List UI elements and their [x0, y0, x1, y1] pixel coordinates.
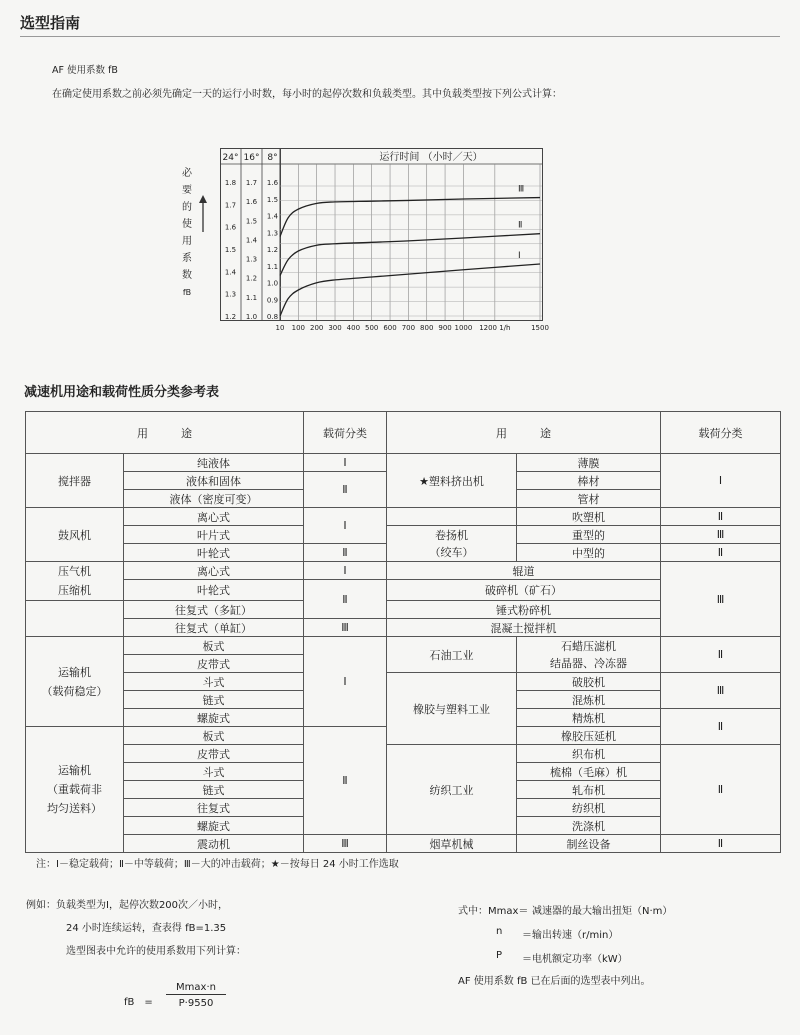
y-tick-label: 1.8	[224, 179, 237, 187]
table-cell: 皮带式	[124, 655, 304, 673]
table-cell-line: 运输机	[58, 764, 91, 777]
table-cell: Ⅲ	[304, 619, 387, 637]
ylabel-char: 使	[182, 219, 192, 230]
table-cell-line: 压气机	[58, 565, 91, 578]
table-cell: Ⅱ	[661, 835, 781, 853]
table-cell	[26, 727, 124, 853]
table-cell: Ⅱ	[661, 544, 781, 562]
def-note: AF 使用系数 fB 已在后面的选型表中列出。	[458, 976, 651, 987]
x-tick-label: 1200 1/h	[479, 324, 511, 332]
def-key: P	[496, 950, 503, 961]
table-cell: Ⅰ	[304, 454, 387, 472]
table-cell: Ⅱ	[661, 745, 781, 835]
table-cell: 链式	[124, 691, 304, 709]
table-cell: 橡胶与塑料工业	[387, 673, 517, 745]
table-cell: 叶轮式	[124, 544, 304, 562]
table-cell: Ⅱ	[304, 580, 387, 619]
formula-lhs: fB =	[124, 997, 153, 1008]
table-cell: 烟草机械	[387, 835, 517, 853]
table-cell: ★塑料挤出机	[387, 454, 517, 508]
table-cell: （绞车）	[387, 544, 517, 562]
x-tick-label: 1500	[531, 324, 549, 332]
y-tick-label: 1.3	[266, 229, 279, 238]
table-cell: 纺织工业	[387, 745, 517, 835]
x-tick-label: 700	[401, 324, 416, 332]
table-cell-line: 压缩机	[58, 584, 91, 597]
table-cell: 离心式	[124, 562, 304, 580]
y-tick-label: 1.1	[266, 262, 279, 271]
table-cell: Ⅱ	[661, 709, 781, 745]
table-cell: 纯液体	[124, 454, 304, 472]
table-cell: 皮带式	[124, 745, 304, 763]
y-tick-label: 1.7	[245, 179, 258, 187]
table-note: 注：Ⅰ－稳定载荷；Ⅱ－中等载荷；Ⅲ－大的冲击载荷；★－按每日 24 小时工作选取	[36, 859, 399, 870]
table-cell: Ⅲ	[661, 673, 781, 709]
plot-frame	[281, 149, 543, 321]
table-cell: 链式	[124, 781, 304, 799]
series-label: Ⅲ	[518, 184, 525, 195]
table-cell-line: 石蜡压滤机	[561, 639, 616, 653]
y-tick-label: 1.5	[266, 195, 279, 204]
series-label: Ⅰ	[518, 251, 521, 261]
table-cell: 梳棉（毛麻）机	[517, 763, 661, 781]
table-cell: 破胶机	[517, 673, 661, 691]
ylabel-char: 用	[182, 236, 192, 247]
col-header-use: 用 途	[387, 412, 661, 454]
table-cell: 板式	[124, 637, 304, 655]
table-cell	[26, 601, 124, 637]
table-cell	[26, 562, 124, 601]
table-cell: 吹塑机	[517, 508, 661, 526]
y-tick-label: 1.4	[245, 236, 258, 245]
table-cell: 液体和固体	[124, 472, 304, 490]
series-line	[280, 234, 540, 276]
y-tick-label: 1.1	[245, 293, 258, 302]
section-title: 减速机用途和载荷性质分类参考表	[24, 385, 220, 400]
table-cell: 斗式	[124, 763, 304, 781]
table-row	[26, 454, 781, 472]
table-cell: Ⅱ	[304, 472, 387, 508]
table-cell: 重型的	[517, 526, 661, 544]
table-row	[26, 835, 781, 853]
x-tick-label: 10	[275, 324, 285, 332]
table-cell: 洗涤机	[517, 817, 661, 835]
table-cell: Ⅰ	[304, 637, 387, 727]
ylabel-char: 数	[182, 270, 192, 281]
table-cell: 液体（密度可变）	[124, 490, 304, 508]
table-cell: 往复式（多缸）	[124, 601, 304, 619]
table-cell: 中型的	[517, 544, 661, 562]
ylabel-char: 的	[182, 202, 192, 213]
table-cell: 搅拌器	[26, 454, 124, 508]
intro-text: 在确定使用系数之前必须先确定一天的运行小时数，每小时的起停次数和负载类型。其中负载类型按下列公式计算：	[52, 89, 562, 100]
table-cell	[387, 508, 517, 526]
table-row	[26, 637, 781, 655]
x-tick-label: 500	[365, 324, 379, 332]
x-tick-label: 100	[291, 324, 306, 332]
y-tick-label: 1.4	[266, 212, 279, 221]
hours-header: 8°	[267, 153, 278, 163]
hours-header: 16°	[243, 153, 260, 163]
formula-denominator: P·9550	[178, 998, 214, 1009]
table-cell: 织布机	[517, 745, 661, 763]
y-tick-label: 1.2	[245, 274, 258, 283]
y-tick-label: 1.7	[224, 201, 237, 210]
table-cell: Ⅱ	[304, 727, 387, 835]
table-cell: 破碎机（矿石）	[387, 580, 661, 601]
table-cell: 往复式（单缸）	[124, 619, 304, 637]
table-cell: 棒材	[517, 472, 661, 490]
table-cell: 叶片式	[124, 526, 304, 544]
y-tick-label: 1.5	[245, 217, 258, 226]
table-cell: 卷扬机	[387, 526, 517, 544]
y-tick-label: 1.5	[224, 246, 237, 254]
table-row	[26, 544, 781, 562]
arrow-up-icon	[196, 194, 210, 234]
table-cell	[517, 637, 661, 673]
table-cell: 鼓风机	[26, 508, 124, 562]
table-cell: Ⅰ	[661, 454, 781, 508]
y-tick-label: 1.6	[266, 179, 279, 187]
table-cell: 震动机	[124, 835, 304, 853]
y-tick-label: 1.0	[245, 313, 258, 321]
table-cell: 橡胶压延机	[517, 727, 661, 745]
table-cell: 精炼机	[517, 709, 661, 727]
x-tick-label: 900	[438, 324, 452, 332]
col-header-load: 载荷分类	[661, 412, 781, 454]
table-cell: 板式	[124, 727, 304, 745]
ylabel-char: 必	[182, 168, 192, 179]
table-row	[26, 745, 781, 763]
table-cell: 叶轮式	[124, 580, 304, 601]
application-load-table	[25, 411, 781, 853]
y-tick-label: 0.9	[266, 296, 279, 305]
y-tick-label: 1.3	[224, 290, 237, 299]
example-line: 选型图表中允许的使用系数用下列计算：	[66, 946, 246, 957]
x-tick-label: 1000	[454, 324, 473, 332]
ylabel-char: fB	[182, 288, 192, 297]
def-key: 式中：Mmax＝	[458, 906, 529, 917]
chart-title: 运行时间 （小时／天）	[379, 152, 483, 163]
table-cell: 锤式粉碎机	[387, 601, 661, 619]
y-tick-label: 1.0	[266, 279, 279, 288]
series-label: Ⅱ	[518, 220, 523, 231]
table-cell: 石油工业	[387, 637, 517, 673]
table-cell	[26, 637, 124, 727]
y-tick-label: 1.6	[224, 223, 237, 232]
def-value: ＝输出转速（r/min）	[522, 930, 619, 941]
table-cell: Ⅰ	[304, 562, 387, 580]
hours-header: 24°	[222, 153, 239, 163]
table-cell: 螺旋式	[124, 709, 304, 727]
y-tick-label: 0.8	[266, 313, 279, 321]
x-tick-label: 600	[383, 324, 397, 332]
series-line	[280, 264, 540, 316]
x-tick-label: 400	[346, 324, 361, 332]
table-header-row	[26, 412, 781, 454]
af-heading: AF 使用系数 fB	[52, 65, 118, 76]
x-tick-label: 300	[328, 324, 342, 332]
table-cell: 轧布机	[517, 781, 661, 799]
table-cell: Ⅲ	[661, 526, 781, 544]
def-key: n	[496, 926, 503, 937]
table-cell: Ⅲ	[661, 562, 781, 637]
table-cell: 纺织机	[517, 799, 661, 817]
table-cell-line: （重载荷非	[47, 783, 102, 796]
table-row	[26, 562, 781, 580]
title-divider	[20, 36, 780, 37]
series-line	[280, 198, 540, 237]
table-row	[26, 673, 781, 691]
table-cell: 薄膜	[517, 454, 661, 472]
table-cell: 制丝设备	[517, 835, 661, 853]
def-value: 减速器的最大输出扭矩（N·m）	[532, 906, 673, 917]
formula-numerator: Mmax·n	[166, 982, 226, 995]
table-cell-line: 均匀送料）	[47, 802, 102, 815]
page-title: 选型指南	[20, 14, 81, 32]
ylabel-char: 系	[182, 253, 192, 264]
table-row	[26, 526, 781, 544]
y-tick-label: 1.4	[224, 268, 237, 277]
ylabel-char: 要	[182, 185, 192, 196]
table-cell: 混凝土搅拌机	[387, 619, 661, 637]
y-tick-label: 1.3	[245, 255, 258, 264]
table-cell: Ⅱ	[661, 637, 781, 673]
table-cell: 管材	[517, 490, 661, 508]
table-cell-line: （载荷稳定）	[41, 684, 108, 698]
table-cell: Ⅱ	[661, 508, 781, 526]
x-tick-label: 200	[309, 324, 324, 332]
table-cell-line: 运输机	[58, 665, 91, 679]
table-cell: 离心式	[124, 508, 304, 526]
table-cell: Ⅱ	[304, 544, 387, 562]
def-value: ＝电机额定功率（kW）	[522, 954, 628, 965]
col-header-use: 用 途	[26, 412, 304, 454]
y-tick-label: 1.2	[266, 246, 279, 254]
table-row	[26, 508, 781, 526]
table-cell: 往复式	[124, 799, 304, 817]
chart-ylabel	[180, 165, 194, 301]
y-tick-label: 1.6	[245, 198, 258, 207]
example-line: 例如：负载类型为Ⅰ，起停次数200次／小时，	[26, 900, 229, 911]
table-cell: 辊道	[387, 562, 661, 580]
table-cell: Ⅲ	[304, 835, 387, 853]
table-cell: Ⅰ	[304, 508, 387, 544]
y-tick-label: 1.2	[224, 313, 237, 321]
example-line: 24 小时连续运转，查表得 fB=1.35	[66, 923, 227, 934]
col-header-load: 载荷分类	[304, 412, 387, 454]
table-cell: 螺旋式	[124, 817, 304, 835]
table-cell-line: 结晶器、冷冻器	[550, 656, 627, 670]
service-factor-chart	[220, 140, 550, 340]
table-cell: 斗式	[124, 673, 304, 691]
x-tick-label: 800	[420, 324, 434, 332]
table-cell: 混炼机	[517, 691, 661, 709]
